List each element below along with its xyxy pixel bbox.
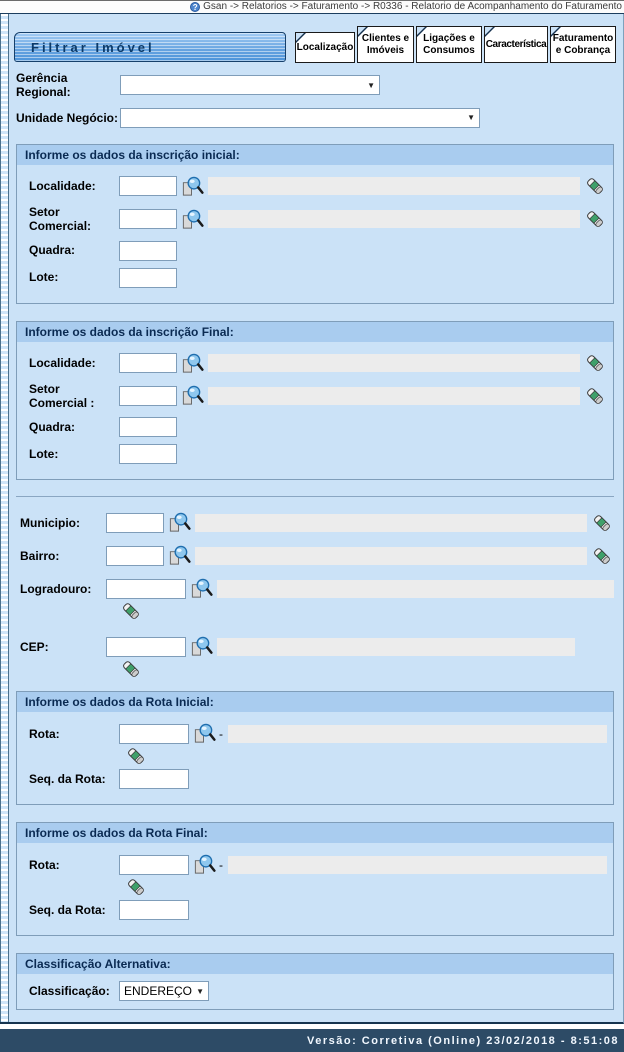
seq-rota-inicial-label: Seq. da Rota: [29,772,106,787]
eraser-icon [121,659,141,679]
rota-final-title: Informe os dados da Rota Final: [17,823,613,843]
localidade-final-display [208,354,580,372]
page-title: Filtrar Imóvel [14,32,286,62]
classificacao-select[interactable] [119,981,209,1001]
setor-comercial-final-label: Setor Comercial : [29,381,95,410]
quadra-final-input[interactable] [119,417,177,437]
breadcrumb-bar [0,0,624,14]
unidade-negocio-label: Unidade Negócio: [16,110,119,125]
inscricao-inicial-section [16,144,614,304]
logradouro-input[interactable] [106,579,186,599]
unidade-negocio-select[interactable] [120,108,480,128]
rota-inicial-erase-button[interactable] [126,746,146,766]
classificacao-title: Classificação Alternativa: [17,954,613,974]
localidade-inicial-label: Localidade: [29,179,96,194]
rota-final-search-button[interactable] [192,853,216,876]
search-icon [167,544,191,567]
rota-inicial-search-button[interactable] [192,722,216,745]
setor-comercial-final-display [208,387,580,405]
eraser-icon [126,877,146,897]
eraser-icon [592,513,612,533]
section-divider [16,496,614,497]
eraser-icon [585,386,605,406]
localidade-final-erase-button[interactable] [585,353,605,373]
logradouro-label: Logradouro: [20,581,92,596]
eraser-icon [121,601,141,621]
rota-inicial-input[interactable] [119,724,189,744]
bairro-input[interactable] [106,546,164,566]
tab-faturamento-e-cobranca[interactable]: Faturamento e Cobrança [550,26,616,63]
setor-comercial-inicial-erase-button[interactable] [585,209,605,229]
rota-final-separator: - [219,857,223,872]
seq-rota-final-input[interactable] [119,900,189,920]
version-bar [0,1029,624,1052]
eraser-icon [585,353,605,373]
tab-ligacoes-e-consumos[interactable]: Ligações e Consumos [416,26,482,63]
rota-final-erase-button[interactable] [126,877,146,897]
search-icon [180,384,204,407]
lote-final-label: Lote: [29,447,59,462]
localidade-inicial-input[interactable] [119,176,177,196]
localidade-final-label: Localidade: [29,355,96,370]
dropdown-arrow-icon: ▼ [196,986,204,996]
search-icon [189,635,213,658]
gerencia-regional-select[interactable] [120,75,380,95]
logradouro-search-button[interactable] [189,577,213,600]
localidade-inicial-erase-button[interactable] [585,176,605,196]
page-frame [0,14,624,1024]
logradouro-erase-button[interactable] [121,601,141,621]
search-icon [180,208,204,231]
setor-comercial-final-erase-button[interactable] [585,386,605,406]
setor-comercial-final-search-button[interactable] [180,384,204,407]
left-stripe-decoration [0,14,9,1022]
setor-comercial-inicial-search-button[interactable] [180,208,204,231]
cep-input[interactable] [106,637,186,657]
quadra-inicial-input[interactable] [119,241,177,261]
rota-inicial-separator: - [219,726,223,741]
bairro-erase-button[interactable] [592,546,612,566]
lote-inicial-input[interactable] [119,268,177,288]
bairro-search-button[interactable] [167,544,191,567]
bairro-label: Bairro: [20,548,60,563]
eraser-icon [126,746,146,766]
cep-erase-button[interactable] [121,659,141,679]
seq-rota-final-label: Seq. da Rota: [29,903,106,918]
setor-comercial-final-input[interactable] [119,386,177,406]
municipio-label: Municipio: [20,515,80,530]
rota-final-input[interactable] [119,855,189,875]
rota-final-display [228,856,607,874]
cep-label: CEP: [20,639,49,654]
search-icon [189,577,213,600]
dropdown-arrow-icon: ▼ [467,113,475,123]
rota-inicial-section [16,691,614,805]
rota-final-section [16,822,614,936]
gerencia-regional-label: Gerência Regional: [16,71,71,100]
search-icon [192,722,216,745]
localidade-final-search-button[interactable] [180,352,204,375]
setor-comercial-inicial-label: Setor Comercial: [29,204,92,234]
localidade-inicial-display [208,177,580,195]
help-icon[interactable]: ? [190,2,200,12]
tab-caracteristica[interactable]: Característica [484,26,548,63]
eraser-icon [585,176,605,196]
search-icon [180,175,204,198]
rota-final-label: Rota: [29,857,60,872]
inscricao-final-title: Informe os dados da inscrição Final: [17,322,613,342]
setor-comercial-inicial-input[interactable] [119,209,177,229]
eraser-icon [592,546,612,566]
search-icon [180,352,204,375]
bairro-display [195,547,587,565]
quadra-final-label: Quadra: [29,420,76,435]
classificacao-value: ENDEREÇO [124,984,193,999]
classificacao-label: Classificação: [29,984,110,999]
municipio-input[interactable] [106,513,164,533]
rota-inicial-title: Informe os dados da Rota Inicial: [17,692,613,712]
lote-final-input[interactable] [119,444,177,464]
localidade-inicial-search-button[interactable] [180,175,204,198]
eraser-icon [585,209,605,229]
classificacao-section [16,953,614,1010]
tab-localizacao[interactable]: Localização [295,32,355,63]
localidade-final-input[interactable] [119,353,177,373]
dropdown-arrow-icon: ▼ [367,80,375,90]
breadcrumb: Gsan -> Relatorios -> Faturamento -> R0336 - Relatorio de Acompanhamento do Faturamento [203,1,622,12]
search-icon [167,511,191,534]
municipio-display [195,514,587,532]
lote-inicial-label: Lote: [29,270,59,285]
tab-strip [295,26,616,63]
seq-rota-inicial-input[interactable] [119,769,189,789]
quadra-inicial-label: Quadra: [29,243,76,258]
municipio-erase-button[interactable] [592,513,612,533]
rota-inicial-label: Rota: [29,726,60,741]
tab-clientes-e-imoveis[interactable]: Clientes e Imóveis [357,26,414,63]
logradouro-display [217,580,614,598]
version-text: Versão: Corretiva (Online) 23/02/2018 - 8:51:08 [306,1034,619,1047]
setor-comercial-inicial-display [208,210,580,228]
search-icon [192,853,216,876]
cep-display [217,638,575,656]
rota-inicial-display [228,725,607,743]
cep-search-button[interactable] [189,635,213,658]
inscricao-final-section [16,321,614,481]
municipio-search-button[interactable] [167,511,191,534]
inscricao-inicial-title: Informe os dados da inscrição inicial: [17,145,613,165]
